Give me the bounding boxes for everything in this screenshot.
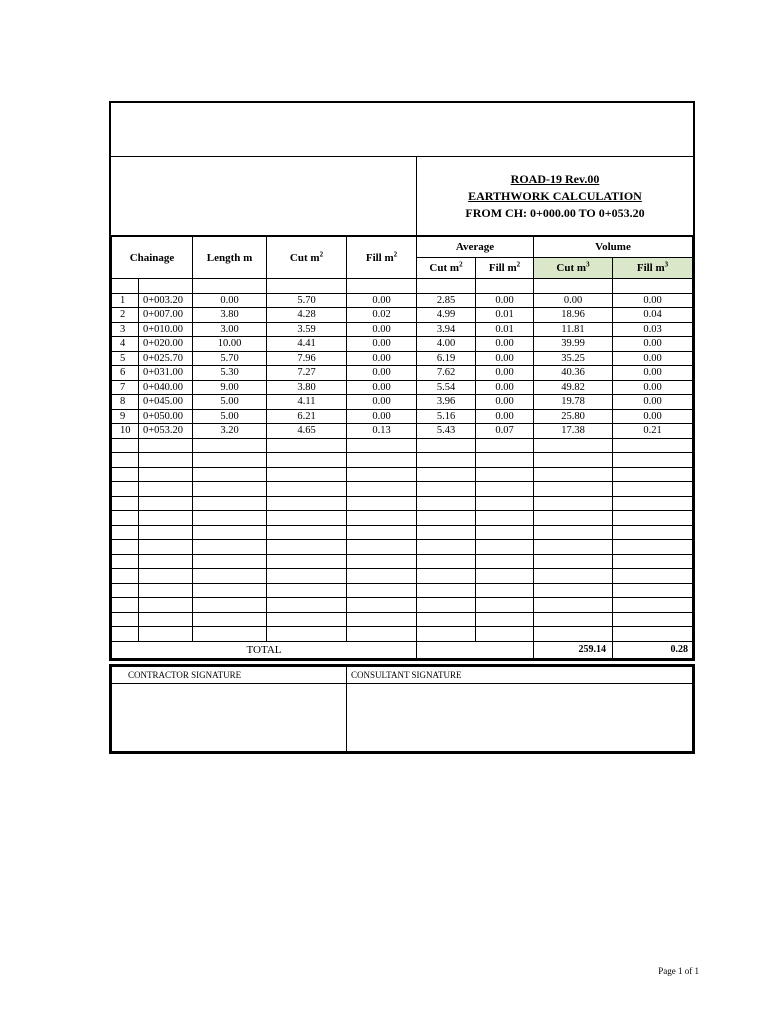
chainage-cell: 0+025.70: [139, 351, 193, 366]
avg-cut-cell: 6.19: [417, 351, 476, 366]
vol-cut-cell: 40.36: [534, 366, 613, 381]
vol-fill-cell: 0.00: [613, 380, 693, 395]
vol-fill-cell: 0.00: [613, 366, 693, 381]
project-name: ROAD-19 Rev.00: [510, 171, 600, 186]
avg-fill-cell: 0.01: [476, 322, 534, 337]
chainage-cell: 0+053.20: [139, 424, 193, 439]
vol-fill-cell: 0.21: [613, 424, 693, 439]
empty-row: [112, 554, 693, 569]
empty-row: [112, 583, 693, 598]
length-cell: 5.70: [193, 351, 267, 366]
spacer-row: [112, 279, 693, 294]
cut-area-cell: 4.65: [267, 424, 347, 439]
avg-fill-cell: 0.00: [476, 409, 534, 424]
header-avg-cut: Cut $m^2$: [417, 258, 476, 279]
vol-fill-cell: 0.04: [613, 308, 693, 323]
fill-area-cell: 0.00: [347, 366, 417, 381]
chainage-range: FROM CH: 0+000.00 TO 0+053.20: [465, 205, 645, 220]
row-number-cell: 6: [112, 366, 139, 381]
vol-fill-cell: 0.00: [613, 351, 693, 366]
length-cell: 3.00: [193, 322, 267, 337]
row-number-cell: 3: [112, 322, 139, 337]
cut-area-cell: 7.96: [267, 351, 347, 366]
header-vol-cut: Cut $m^3$: [534, 258, 613, 279]
fill-area-cell: 0.00: [347, 322, 417, 337]
vol-cut-cell: 11.81: [534, 322, 613, 337]
avg-cut-cell: 3.94: [417, 322, 476, 337]
cut-area-cell: 5.70: [267, 293, 347, 308]
vol-cut-cell: 49.82: [534, 380, 613, 395]
row-number-cell: 7: [112, 380, 139, 395]
row-number-cell: 2: [112, 308, 139, 323]
avg-fill-cell: 0.00: [476, 351, 534, 366]
avg-fill-cell: 0.00: [476, 337, 534, 352]
fill-area-cell: 0.00: [347, 337, 417, 352]
avg-cut-cell: 3.96: [417, 395, 476, 410]
blank-header-area: [111, 103, 693, 157]
table-row: [112, 293, 693, 308]
table-row: [112, 380, 693, 395]
vol-cut-cell: 25.80: [534, 409, 613, 424]
empty-row: [112, 482, 693, 497]
vol-cut-cell: 19.78: [534, 395, 613, 410]
vol-cut-cell: 18.96: [534, 308, 613, 323]
vol-fill-cell: 0.00: [613, 293, 693, 308]
avg-fill-cell: 0.00: [476, 293, 534, 308]
earthwork-sheet: [109, 101, 695, 661]
header-average: Average: [417, 237, 534, 258]
fill-area-cell: 0.13: [347, 424, 417, 439]
header-chainage: Chainage: [112, 237, 193, 279]
length-cell: 9.00: [193, 380, 267, 395]
length-cell: 3.20: [193, 424, 267, 439]
avg-cut-cell: 5.16: [417, 409, 476, 424]
document-title: EARTHWORK CALCULATION: [468, 188, 642, 203]
chainage-cell: 0+007.00: [139, 308, 193, 323]
fill-area-cell: 0.00: [347, 409, 417, 424]
vol-cut-cell: 35.25: [534, 351, 613, 366]
contractor-signature-field[interactable]: [112, 684, 347, 752]
avg-fill-cell: 0.00: [476, 380, 534, 395]
cut-area-cell: 3.80: [267, 380, 347, 395]
table-row: [112, 322, 693, 337]
cut-area-cell: 7.27: [267, 366, 347, 381]
table-row: [112, 409, 693, 424]
header-avg-fill: Fill $m^2$: [476, 258, 534, 279]
header-cut: Cut $m^2$: [267, 237, 347, 279]
chainage-cell: 0+045.00: [139, 395, 193, 410]
title-left-blank: [111, 157, 417, 235]
header-fill: Fill $m^2$: [347, 237, 417, 279]
consultant-signature-field[interactable]: [347, 684, 693, 752]
length-cell: 0.00: [193, 293, 267, 308]
row-number-cell: 10: [112, 424, 139, 439]
chainage-cell: 0+010.00: [139, 322, 193, 337]
table-row: [112, 351, 693, 366]
table-row: [112, 308, 693, 323]
fill-area-cell: 0.00: [347, 293, 417, 308]
chainage-cell: 0+020.00: [139, 337, 193, 352]
table-row: [112, 337, 693, 352]
fill-area-cell: 0.00: [347, 351, 417, 366]
header-length: Length m: [193, 237, 267, 279]
avg-cut-cell: 2.85: [417, 293, 476, 308]
length-cell: 5.00: [193, 395, 267, 410]
empty-row: [112, 525, 693, 540]
length-cell: 5.00: [193, 409, 267, 424]
header-vol-fill: Fill $m^3$: [613, 258, 693, 279]
table-row: [112, 424, 693, 439]
signature-block: [109, 664, 695, 754]
avg-cut-cell: 5.54: [417, 380, 476, 395]
empty-row: [112, 569, 693, 584]
avg-fill-cell: 0.07: [476, 424, 534, 439]
empty-row: [112, 438, 693, 453]
fill-area-cell: 0.00: [347, 395, 417, 410]
row-number-cell: 1: [112, 293, 139, 308]
total-row: [112, 641, 693, 658]
vol-cut-cell: 0.00: [534, 293, 613, 308]
length-cell: 10.00: [193, 337, 267, 352]
table-row: [112, 366, 693, 381]
empty-row: [112, 511, 693, 526]
total-fill-volume: 0.28: [613, 641, 693, 658]
vol-fill-cell: 0.00: [613, 395, 693, 410]
length-cell: 3.80: [193, 308, 267, 323]
avg-fill-cell: 0.00: [476, 395, 534, 410]
page-number: Page 1 of 1: [658, 966, 699, 976]
empty-row: [112, 453, 693, 468]
title-right: [417, 157, 693, 235]
chainage-cell: 0+040.00: [139, 380, 193, 395]
empty-row: [112, 612, 693, 627]
cut-area-cell: 4.11: [267, 395, 347, 410]
avg-fill-cell: 0.01: [476, 308, 534, 323]
avg-cut-cell: 4.99: [417, 308, 476, 323]
total-label: TOTAL: [112, 641, 417, 658]
header-volume: Volume: [534, 237, 693, 258]
row-number-cell: 8: [112, 395, 139, 410]
cut-area-cell: 4.28: [267, 308, 347, 323]
empty-row: [112, 598, 693, 613]
consultant-signature-label: CONSULTANT SIGNATURE: [347, 667, 693, 684]
empty-row: [112, 627, 693, 642]
empty-row: [112, 540, 693, 555]
avg-cut-cell: 7.62: [417, 366, 476, 381]
title-block: [111, 157, 693, 236]
length-cell: 5.30: [193, 366, 267, 381]
chainage-cell: 0+031.00: [139, 366, 193, 381]
vol-cut-cell: 39.99: [534, 337, 613, 352]
vol-fill-cell: 0.00: [613, 409, 693, 424]
chainage-cell: 0+003.20: [139, 293, 193, 308]
chainage-cell: 0+050.00: [139, 409, 193, 424]
avg-fill-cell: 0.00: [476, 366, 534, 381]
cut-area-cell: 3.59: [267, 322, 347, 337]
fill-area-cell: 0.00: [347, 380, 417, 395]
row-number-cell: 4: [112, 337, 139, 352]
vol-fill-cell: 0.03: [613, 322, 693, 337]
empty-row: [112, 496, 693, 511]
empty-row: [112, 467, 693, 482]
total-cut-volume: 259.14: [534, 641, 613, 658]
vol-fill-cell: 0.00: [613, 337, 693, 352]
row-number-cell: 5: [112, 351, 139, 366]
vol-cut-cell: 17.38: [534, 424, 613, 439]
avg-cut-cell: 5.43: [417, 424, 476, 439]
table-row: [112, 395, 693, 410]
table-body: [112, 279, 693, 642]
earthwork-table: [111, 236, 693, 659]
fill-area-cell: 0.02: [347, 308, 417, 323]
row-number-cell: 9: [112, 409, 139, 424]
cut-area-cell: 4.41: [267, 337, 347, 352]
total-spacer: [417, 641, 534, 658]
contractor-signature-label: CONTRACTOR SIGNATURE: [112, 667, 347, 684]
cut-area-cell: 6.21: [267, 409, 347, 424]
avg-cut-cell: 4.00: [417, 337, 476, 352]
